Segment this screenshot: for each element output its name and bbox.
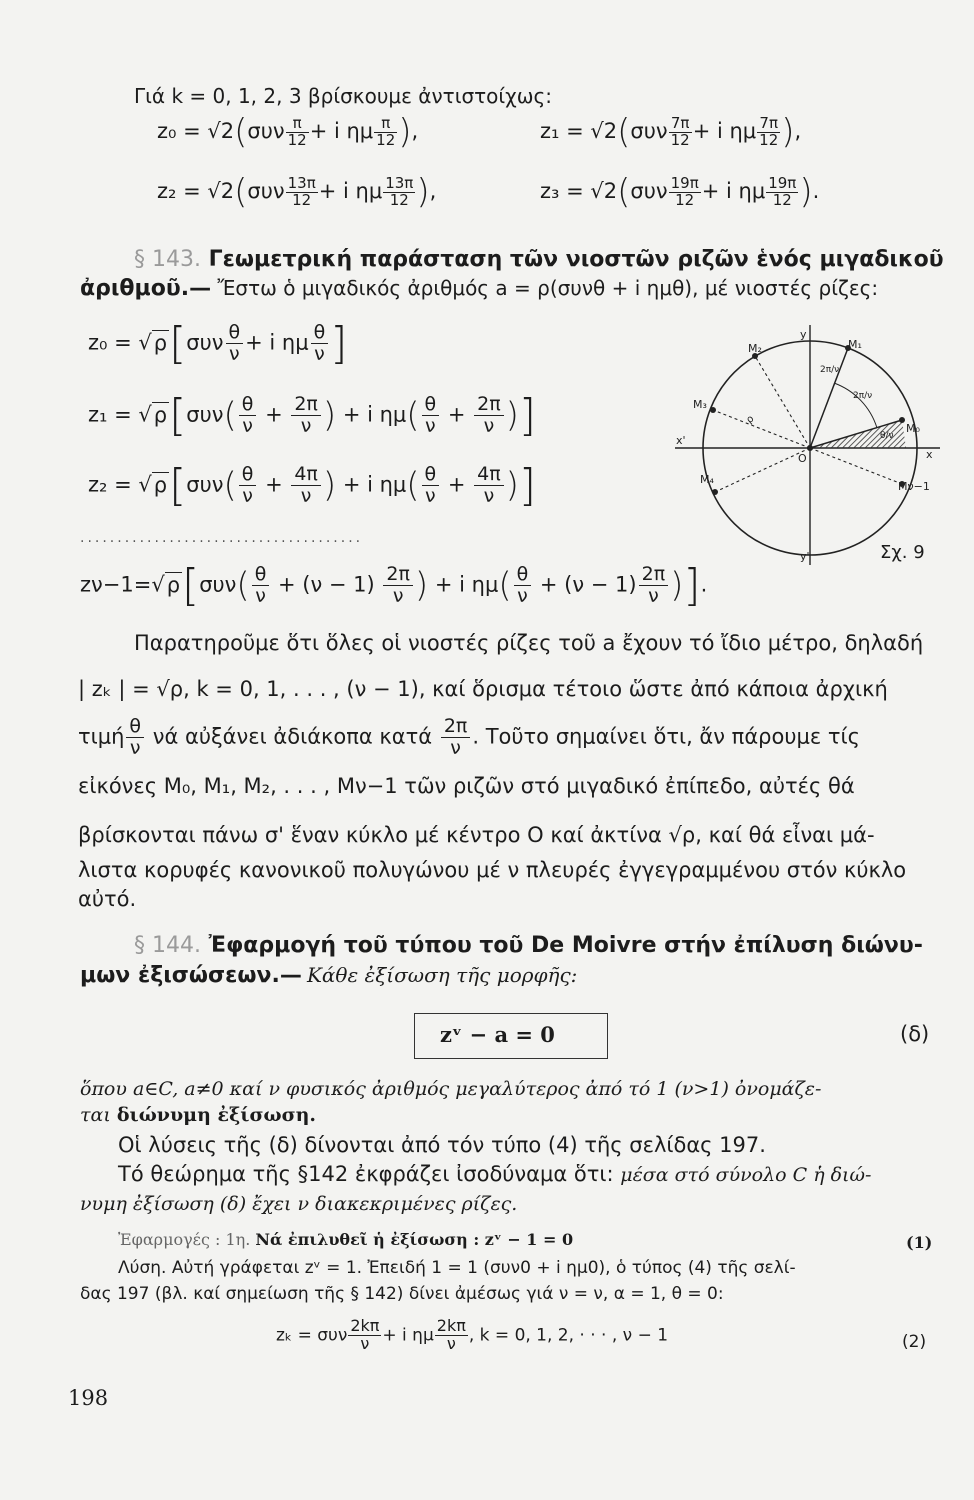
label-x: x bbox=[926, 448, 933, 461]
nth-root-z2: z₂ = √ρ[συν( $\frac{\theta}{\nu}$ + $\frac{4\pi}{\nu}$ ) + i ημ( $\frac{\theta}{\nu}$ + $\frac{4\pi}{\nu}$ )] bbox=[88, 460, 537, 511]
radius-m2 bbox=[755, 356, 810, 448]
section-144-intro: μων ἐξισώσεων.— Κάθε ἐξίσωση τῆς μορφῆς: bbox=[80, 963, 578, 988]
section-143-heading: § 143. Γεωμετρική παράσταση τῶν νιοστῶν ριζῶν ἑνός μιγαδικοῦ bbox=[134, 247, 944, 272]
root-z2: z₂ = √2(συν $\frac{13\pi}{12}$ + i ημ $\frac{13\pi}{12}$ ), bbox=[157, 172, 437, 212]
point-m0 bbox=[899, 417, 905, 423]
intro-line: Γιά k = 0, 1, 2, 3 βρίσκουμε ἀντιστοίχως: bbox=[134, 84, 552, 108]
para1-line6: λιστα κορυφές κανονικοῦ πολυγώνου μέ ν πλευρές ἐγγεγραμμένου στόν κύκλο bbox=[78, 858, 907, 882]
label-sqrt-rho: ρ bbox=[744, 413, 757, 426]
ellipsis-row: ...................................... bbox=[80, 530, 364, 546]
para1-line7: αὐτό. bbox=[78, 887, 137, 911]
label-y-prime: y' bbox=[800, 550, 810, 563]
eq-tag-delta: (δ) bbox=[900, 1022, 930, 1046]
figure-caption: Σχ. 9 bbox=[880, 542, 925, 563]
figure-roots-circle bbox=[670, 320, 950, 570]
point-m4 bbox=[712, 489, 718, 495]
root-z0: z₀ = √2(συν $\frac{\pi}{12}$ + i ημ $\frac{\pi}{12}$ ), bbox=[157, 112, 419, 152]
para3-line2: νυμη ἐξίσωση (δ) ἔχει ν διακεκριμένες ρίζες. bbox=[80, 1193, 518, 1215]
page-number: 198 bbox=[68, 1386, 109, 1410]
origin-point bbox=[807, 445, 813, 451]
label-y: y bbox=[800, 328, 807, 341]
solution-line2: δας 197 (βλ. καί σημείωση τῆς § 142) δίνει ἀμέσως γιά ν = ν, α = 1, θ = 0: bbox=[80, 1284, 724, 1304]
definition-line2: ται διώνυμη ἐξίσωση. bbox=[80, 1104, 317, 1126]
point-m3 bbox=[710, 407, 716, 413]
section-144-heading: § 144. Ἐφαρμογή τοῦ τύπου τοῦ De Moivre στήν ἐπίλυση διώνυ- bbox=[134, 933, 923, 958]
para1-line5: βρίσκονται πάνω σ' ἕναν κύκλο μέ κέντρο O καί ἀκτίνα √ρ, καί θά εἶναι μά- bbox=[78, 823, 875, 847]
label-theta-nu: θ/ν bbox=[880, 431, 894, 441]
label-m4: M₄ bbox=[700, 473, 714, 486]
label-angle-2: 2π/ν bbox=[853, 391, 873, 401]
solution-line1: Λύση. Αὐτή γράφεται zᵛ = 1. Ἐπειδή 1 = 1 (συν0 + i ημ0), ὁ τύπος (4) τῆς σελί- bbox=[118, 1258, 796, 1278]
root-z3: z₃ = √2(συν $\frac{19\pi}{12}$ + i ημ $\frac{19\pi}{12}$ ). bbox=[540, 172, 820, 212]
section-143-intro: ἀριθμοῦ.— Ἔστω ὁ μιγαδικός ἀριθμός a = ρ(συνθ + i ημθ), μέ νιοστές ρίζες: bbox=[80, 276, 879, 301]
para3-line1: Τό θεώρημα τῆς §142 ἐκφράζει ἰσοδύναμα ὅτι: μέσα στό σύνολο C ἡ διώ- bbox=[118, 1162, 872, 1186]
label-m1: M₁ bbox=[848, 338, 862, 351]
label-m0: M₀ bbox=[906, 422, 920, 435]
eq-tag-1: (1) bbox=[906, 1233, 933, 1252]
nth-root-z0: z₀ = √ρ[συν $\frac{\theta}{\nu}$ + i ημ $\frac{\theta}{\nu}$ ] bbox=[88, 318, 348, 369]
label-x-prime: x' bbox=[676, 434, 686, 447]
radius-m3 bbox=[713, 410, 810, 448]
arc-angle bbox=[834, 383, 877, 428]
para1-line3: τιμή $\frac{\theta}{\nu}$ νά αὐξάνει ἀδιάκοπα κατά $\frac{2\pi}{\nu}$ . Τοῦτο σημαίνει ὅτι, ἄν πάρουμε τίς bbox=[78, 715, 860, 759]
definition-line1: ὅπου a∈C, a≠0 καί ν φυσικός ἀριθμός μεγαλύτερος ἀπό τό 1 (ν>1) ὀνομάζε- bbox=[80, 1078, 822, 1100]
label-mv-1: Mν−1 bbox=[898, 480, 930, 493]
nth-root-zv-1: zν−1=√ρ[συν( $\frac{\theta}{\nu}$ + (ν − 1) $\frac{2\pi}{\nu}$ ) + i ημ( $\frac{\theta}{\nu}$ + (ν − 1) $\frac{2\pi}{\nu}$ )]. bbox=[80, 560, 708, 611]
final-formula: zₖ = συν $\frac{2k\pi}{\nu}$ + i ημ $\frac{2k\pi}{\nu}$ , k = 0, 1, 2, · · · , ν − 1 bbox=[276, 1316, 669, 1353]
para1-line2: | zₖ | = √ρ, k = 0, 1, . . . , (ν − 1), καί ὅρισμα τέτοιο ὥστε ἀπό κάποια ἀρχική bbox=[78, 677, 888, 701]
label-m2: M₂ bbox=[748, 342, 762, 355]
para2: Οἱ λύσεις τῆς (δ) δίνονται ἀπό τόν τύπο (4) τῆς σελίδας 197. bbox=[118, 1133, 766, 1157]
radius-m1 bbox=[810, 348, 848, 448]
radius-m4 bbox=[715, 448, 810, 492]
para1-line4: εἰκόνες M₀, M₁, M₂, . . . , Mν−1 τῶν ριζῶν στό μιγαδικό ἐπίπεδο, αὐτές θά bbox=[78, 774, 855, 798]
para1-line1: Παρατηροῦμε ὅτι ὅλες οἱ νιοστές ρίζες τοῦ a ἔχουν τό ἴδιο μέτρο, δηλαδή bbox=[134, 631, 924, 655]
application-1: Ἐφαρμογές : 1η. Νά ἐπιλυθεῖ ἡ ἐξίσωση : zᵛ − 1 = 0 bbox=[118, 1230, 574, 1249]
label-angle-1: 2π/ν bbox=[820, 365, 840, 375]
nth-root-z1: z₁ = √ρ[συν( $\frac{\theta}{\nu}$ + $\frac{2\pi}{\nu}$ ) + i ημ( $\frac{\theta}{\nu}$ + $\frac{2\pi}{\nu}$ )] bbox=[88, 390, 537, 441]
boxed-equation: zᵛ − a = 0 bbox=[440, 1022, 555, 1047]
radius-mv-1 bbox=[810, 448, 902, 484]
eq-tag-2: (2) bbox=[902, 1332, 927, 1352]
label-origin: O bbox=[798, 452, 807, 465]
label-m3: M₃ bbox=[693, 398, 707, 411]
root-z1: z₁ = √2(συν $\frac{7\pi}{12}$ + i ημ $\frac{7\pi}{12}$ ), bbox=[540, 112, 802, 152]
